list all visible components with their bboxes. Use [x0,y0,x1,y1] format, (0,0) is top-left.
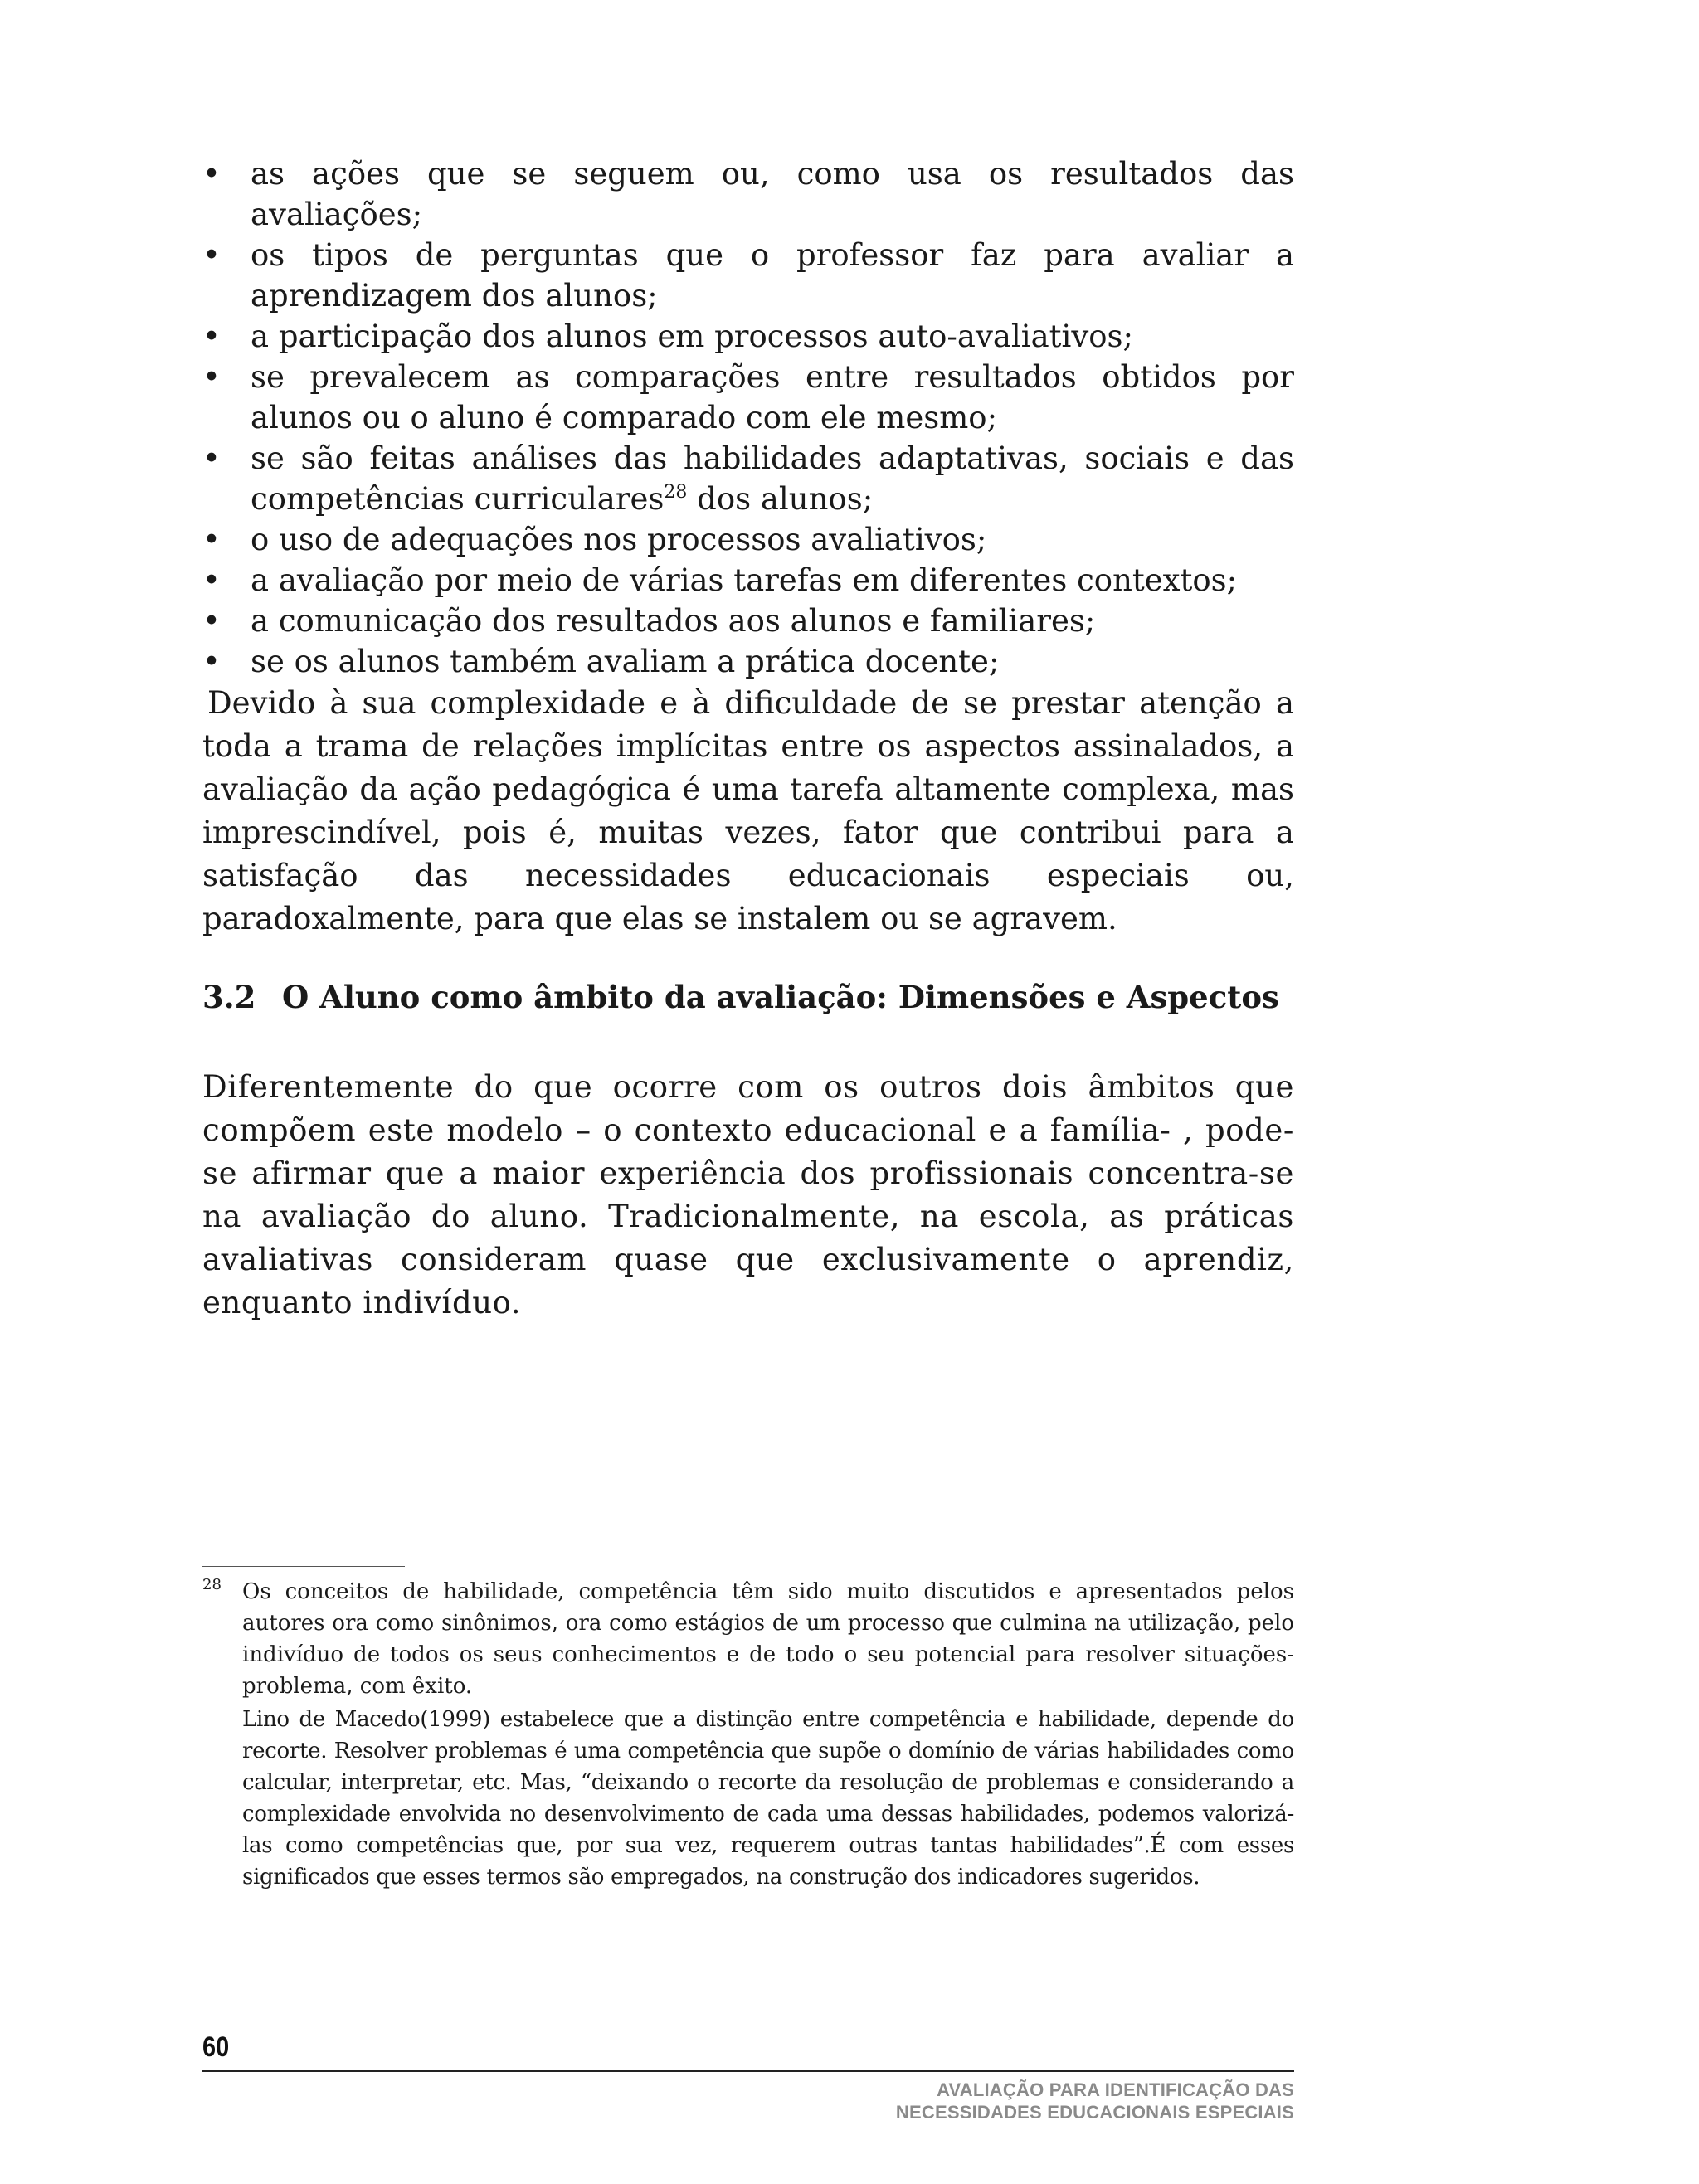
list-item-text: os tipos de perguntas que o professor faz para avaliar a aprendizagem dos alunos; [251,237,1294,314]
list-item [202,641,1294,682]
running-footer-line: NECESSIDADES EDUCACIONAIS ESPECIAIS [895,2102,1294,2123]
list-item-text: a comunicação dos resultados aos alunos e familiares; [251,603,1096,639]
section-heading [202,979,1294,1015]
running-footer [896,2079,1294,2123]
running-footer-line: AVALIAÇÃO PARA IDENTIFICAÇÃO DAS [937,2079,1294,2100]
footnote [202,1576,1294,1893]
body-paragraph: Diferentemente do que ocorre com os outros dois âmbitos que compõem este modelo – o contexto educacional e a família- , pode-se afirmar que a maior experiência dos profissionais concentra-se na avaliação do aluno. Tradicionalmente, na escola, as práticas avaliativas consideram quase que exclusivamente o aprendiz, enquanto indivíduo. [202,1069,1294,1321]
list-item [202,357,1294,438]
footnote-paragraph: Lino de Macedo(1999) estabelece que a distinção entre competência e habilidade, depende do recorte. Resolver problemas é uma competência que supõe o domínio de várias habilidades como calcular, interpretar, etc. Mas, “deixando o recorte da resolução de problemas e considerando a complexidade envolvida no desenvolvimento de cada uma dessas habilidades, podemos valorizá-las como competências que, por sua vez, requerem outras tantas habilidades”.É com esses significados que esses termos são empregados, na construção dos indicadores sugeridos. [242,1707,1294,1890]
bullet-icon: • [202,237,221,273]
footnote-paragraph: Os conceitos de habilidade, competência têm sido muito discutidos e apresentados pelos autores ora como sinônimos, ora como estágios de um processo que culmina na utilização, pelo indivíduo de todos os seus conhecimentos e de todo o seu potencial para resolver situações-problema, com êxito. [242,1579,1294,1699]
list-item-text: a avaliação por meio de várias tarefas em diferentes contextos; [251,562,1238,598]
bullet-list-section [202,153,1294,682]
bullet-icon: • [202,522,221,557]
list-item-text: o uso de adequações nos processos avaliativos; [251,522,987,557]
bullet-icon: • [202,319,221,354]
list-item [202,153,1294,235]
list-item-text: as ações que se seguem ou, como usa os resultados das avaliações; [251,156,1294,232]
list-item-text: dos alunos; [687,481,874,517]
list-item [202,316,1294,357]
bullet-icon: • [202,603,221,639]
footnote-mark: 28 [202,1576,222,1593]
list-item [202,560,1294,601]
footer-divider [202,2070,1294,2072]
list-item-text: se são feitas análises das habilidades adaptativas, sociais e das competências curriculares [251,440,1294,517]
bullet-icon: • [202,562,221,598]
page-number: 60 [202,2031,230,2063]
bullet-icon: • [202,359,221,395]
body-paragraph: Devido à sua complexidade e à dificuldade de se prestar atenção a toda a trama de relações implícitas entre os aspectos assinalados, a avaliação da ação pedagógica é uma tarefa altamente complexa, mas imprescindível, pois é, muitas vezes, fator que contribui para a satisfação das necessidades educacionais especiais ou, paradoxalmente, para que elas se instalem ou se agravem. [202,685,1294,936]
list-item-text: se os alunos também avaliam a prática docente; [251,644,1000,679]
section-number: 3.2 [202,979,256,1015]
footnote-divider [202,1566,405,1567]
list-item-text: se prevalecem as comparações entre resultados obtidos por alunos ou o aluno é comparado com ele mesmo; [251,359,1294,435]
bullet-icon: • [202,644,221,679]
list-item [202,235,1294,316]
section-title: O Aluno como âmbito da avaliação: Dimensões e Aspectos [282,979,1279,1015]
list-item [202,438,1294,519]
list-item [202,519,1294,560]
footnote-reference[interactable]: 28 [664,482,688,503]
bullet-icon: • [202,156,221,192]
bullet-icon: • [202,440,221,476]
list-item [202,601,1294,641]
bullet-list [202,153,1294,682]
list-item-text: a participação dos alunos em processos auto-avaliativos; [251,319,1133,354]
